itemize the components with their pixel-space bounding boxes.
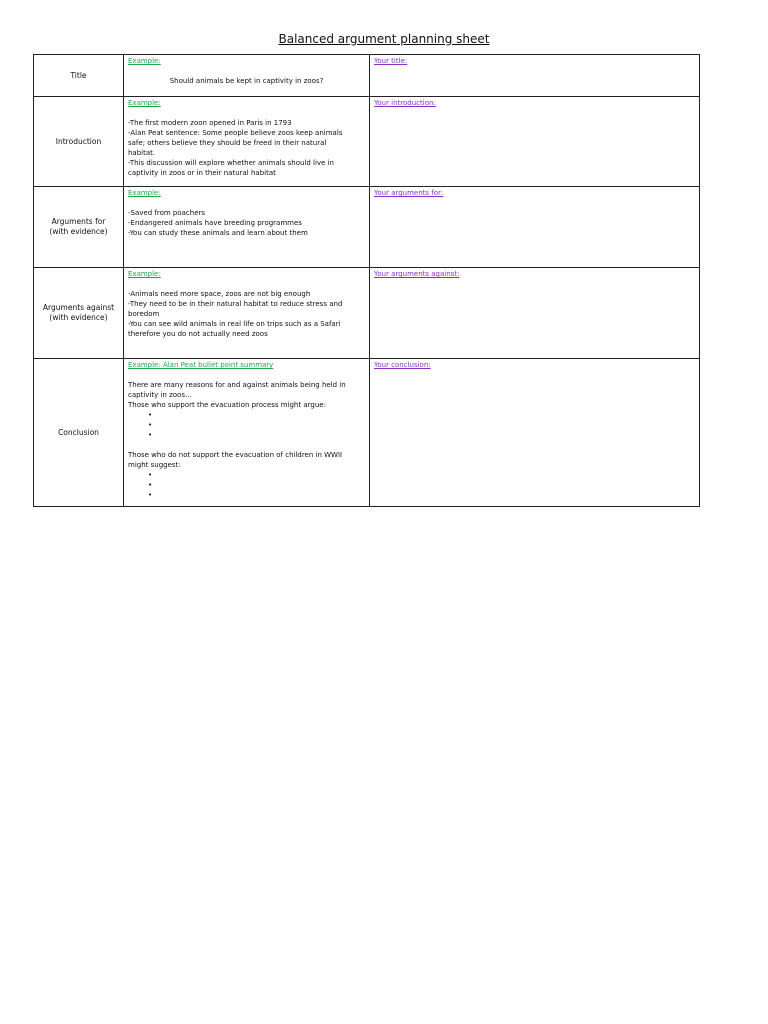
bullet-icon: • [148,471,153,479]
example-line: -The first modern zoon opened in Paris in 1793 [128,119,292,127]
table-row-arguments-for [34,187,700,268]
table-row-introduction [34,97,700,187]
row-heading-subtext: (with evidence) [49,313,108,322]
example-line: habitat. [128,149,156,157]
example-line: therefore you do not actually need zoos [128,330,268,338]
example-line: -Alan Peat sentence: Some people believe zoos keep animals [128,129,343,137]
bullet-icon: • [148,411,153,419]
row-heading-arguments-against [34,268,124,359]
example-line: -They need to be in their natural habitat to reduce stress and [128,300,343,308]
bullet-item [128,490,365,500]
example-label: Example: [128,270,161,278]
answer-cell-title[interactable] [370,55,700,97]
planning-table [33,54,700,507]
example-cell-introduction [124,97,370,187]
row-heading-text: Arguments against [42,303,115,312]
example-line: captivity in zoos or in their natural habitat [128,169,276,177]
example-text: Should animals be kept in captivity in zoos? [169,77,324,85]
your-arguments-against-label: Your arguments against: [374,270,460,278]
example-line: -Saved from poachers [128,209,206,217]
bullet-item [128,480,365,490]
table-row-conclusion [34,359,700,507]
example-label: Example: [128,189,161,197]
page-title: Balanced argument planning sheet [278,32,490,46]
table-row-title [34,55,700,97]
answer-cell-introduction[interactable] [370,97,700,187]
your-introduction-label: Your introduction: [374,99,436,107]
example-cell-arguments-against [124,268,370,359]
example-label: Example: [128,57,161,65]
row-heading-arguments-for [34,187,124,268]
bullet-icon: • [148,421,153,429]
row-heading-text: Introduction [55,136,102,146]
bullet-item [128,430,365,440]
example-line: -This discussion will explore whether animals should live in [128,159,334,167]
example-line: -Animals need more space, zoos are not big enough [128,290,311,298]
row-heading-text: Title [70,70,87,80]
bullet-item [128,470,365,480]
example-label: Example: [128,99,161,107]
example-line: -You can see wild animals in real life on trips such as a Safari [128,320,341,328]
bullet-item [128,420,365,430]
example-line: Those who do not support the evacuation of children in WWII [128,451,343,459]
row-heading-subtext: (with evidence) [49,227,108,236]
example-cell-arguments-for [124,187,370,268]
bullet-icon: • [148,481,153,489]
bullet-icon: • [148,491,153,499]
table-row-arguments-against [34,268,700,359]
answer-cell-arguments-for[interactable] [370,187,700,268]
answer-cell-conclusion[interactable] [370,359,700,507]
bullet-icon: • [148,431,153,439]
example-line: -Endangered animals have breeding programmes [128,219,302,227]
example-line: safe; others believe they should be freed in their natural [128,139,327,147]
example-line: boredom [128,310,160,318]
bullet-item [128,410,365,420]
example-line: Those who support the evacuation process might argue: [128,401,326,409]
example-label: Example: Alan Peat bullet point summary [128,361,274,369]
row-heading-conclusion [34,359,124,507]
row-heading-title [34,55,124,97]
row-heading-introduction [34,97,124,187]
example-cell-title [124,55,370,97]
row-heading-text: Conclusion [58,427,99,437]
row-heading-text: Arguments for [51,217,106,226]
your-arguments-for-label: Your arguments for: [374,189,444,197]
example-line: might suggest: [128,461,181,469]
example-line: captivity in zoos… [128,391,192,399]
answer-cell-arguments-against[interactable] [370,268,700,359]
your-title-label: Your title: [374,57,408,65]
example-cell-conclusion [124,359,370,507]
your-conclusion-label: Your conclusion: [374,361,431,369]
example-line: -You can study these animals and learn about them [128,229,308,237]
example-line: There are many reasons for and against animals being held in [128,381,346,389]
